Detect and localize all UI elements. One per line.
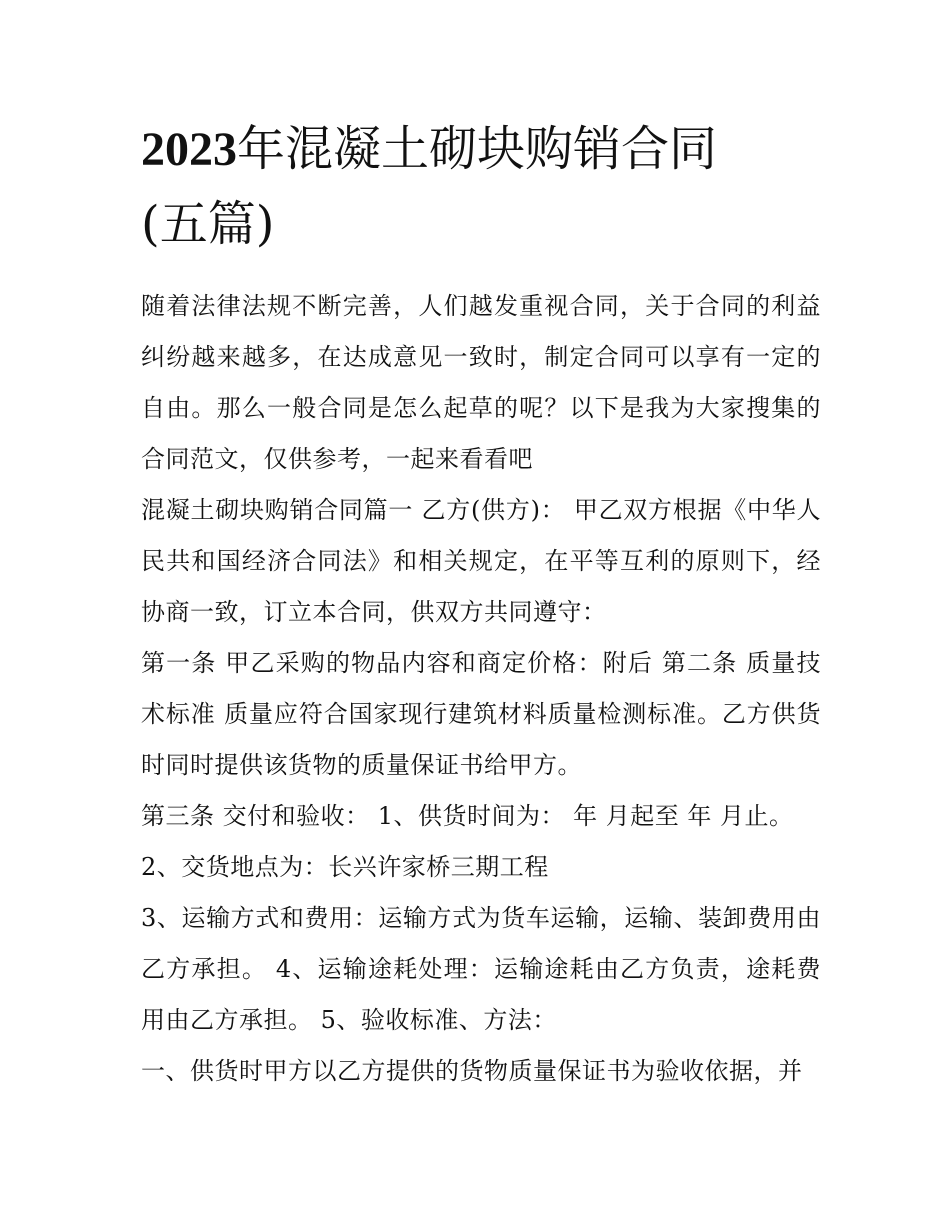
paragraph-transport: 3、运输方式和费用：运输方式为货车运输，运输、装卸费用由乙方承担。 4、运输途耗处理：运输途耗由乙方负责，途耗费用由乙方承担。 5、验收标准、方法： (141, 904, 821, 1034)
paragraph-contract-opening: 混凝土砌块购销合同篇一 乙方(供方)： 甲乙双方根据《中华人民共和国经济合同法》和相关规定，在平等互利的原则下，经协商一致，订立本合同，供双方共同遵守： (141, 496, 821, 626)
title-year: 2023 (141, 123, 237, 176)
document-page (141, 112, 821, 1097)
document-body (141, 281, 821, 1097)
paragraph-intro: 随着法律法规不断完善，人们越发重视合同，关于合同的利益纠纷越来越多，在达成意见一致时，制定合同可以享有一定的自由。那么一般合同是怎么起草的呢？以下是我为大家搜集的合同范文，仅供参考，一起来看看吧 (141, 292, 821, 473)
document-title (141, 112, 821, 261)
paragraph-article-1-2: 第一条 甲乙采购的物品内容和商定价格：附后 第二条 质量技术标准 质量应符合国家现行建筑材料质量检测标准。乙方供货时同时提供该货物的质量保证书给甲方。 (141, 649, 821, 779)
paragraph-article-3: 第三条 交付和验收： 1、供货时间为： 年 月起至 年 月止。 (141, 802, 794, 830)
title-text: 年混凝土砌块购销合同 (237, 121, 718, 177)
paragraph-delivery-location: 2、交货地点为：长兴许家桥三期工程 (141, 853, 549, 881)
paragraph-acceptance: 一、供货时甲方以乙方提供的货物质量保证书为验收依据，并 (141, 1057, 803, 1085)
title-subtitle: (五篇) (141, 196, 275, 252)
